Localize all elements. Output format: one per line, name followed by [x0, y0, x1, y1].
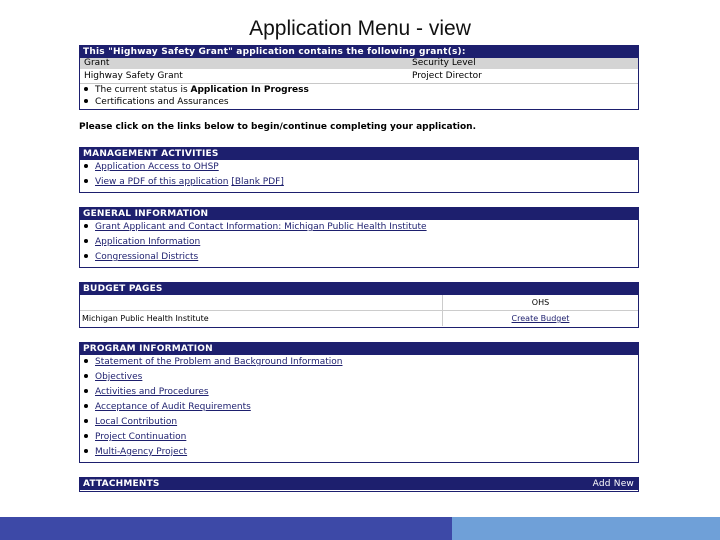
security-level-column-header: Security Level — [412, 58, 476, 68]
project-continuation-link[interactable]: Project Continuation — [95, 432, 187, 442]
budget-table-header-row — [80, 295, 638, 311]
grant-applicant-link[interactable]: Grant Applicant and Contact Information: Michigan Public Health Institute — [95, 222, 427, 232]
attachments-header — [80, 478, 638, 490]
bullet-icon — [84, 404, 88, 408]
list-item — [80, 400, 638, 415]
budget-pages-panel — [79, 282, 639, 328]
status-line — [80, 84, 638, 96]
audit-requirements-link[interactable]: Acceptance of Audit Requirements — [95, 402, 251, 412]
bullet-icon — [84, 374, 88, 378]
objectives-link[interactable]: Objectives — [95, 372, 143, 382]
bullet-icon — [84, 419, 88, 423]
footer-bar — [0, 517, 720, 540]
footer-bar-dark-segment — [0, 517, 452, 540]
bullet-icon — [84, 179, 88, 183]
list-item — [80, 220, 638, 235]
program-information-panel — [79, 342, 639, 463]
attachments-panel — [79, 477, 639, 492]
bullet-icon — [84, 449, 88, 453]
list-item — [80, 415, 638, 430]
create-budget-link[interactable]: Create Budget — [511, 314, 570, 323]
activities-procedures-link[interactable]: Activities and Procedures — [95, 387, 209, 397]
budget-pages-header: BUDGET PAGES — [80, 283, 638, 295]
certifications-link[interactable]: Certifications and Assurances — [95, 97, 229, 107]
footer-bar-light-segment — [452, 517, 720, 540]
add-new-attachment-link[interactable]: Add New — [592, 479, 634, 489]
certifications-line — [80, 96, 638, 109]
multi-agency-project-link[interactable]: Multi-Agency Project — [95, 447, 188, 457]
bullet-icon — [84, 87, 88, 91]
budget-column-header: OHS — [531, 298, 550, 307]
program-information-header: PROGRAM INFORMATION — [80, 343, 638, 355]
instructions-text: Please click on the links below to begin/continue completing your application. — [79, 122, 477, 132]
grant-summary-header: This "Highway Safety Grant" application contains the following grant(s): — [80, 46, 638, 58]
list-item — [80, 355, 638, 370]
bullet-icon — [84, 254, 88, 258]
bullet-icon — [84, 434, 88, 438]
bullet-icon — [84, 389, 88, 393]
list-item — [80, 250, 638, 265]
grant-name: Highway Safety Grant — [84, 71, 183, 81]
bullet-icon — [84, 359, 88, 363]
grant-column-header: Grant — [84, 58, 110, 68]
list-item — [80, 445, 638, 460]
slide-title: Application Menu - view — [249, 17, 471, 40]
list-item — [80, 235, 638, 250]
management-activities-header: MANAGEMENT ACTIVITIES — [80, 148, 638, 160]
application-information-link[interactable]: Application Information — [95, 237, 201, 247]
general-information-header: GENERAL INFORMATION — [80, 208, 638, 220]
list-item — [80, 160, 638, 175]
bullet-icon — [84, 239, 88, 243]
bullet-icon — [84, 164, 88, 168]
local-contribution-link[interactable]: Local Contribution — [95, 417, 178, 427]
list-item — [80, 175, 638, 190]
grant-table-header-row — [80, 58, 638, 69]
bullet-icon — [84, 224, 88, 228]
grant-summary-panel — [79, 45, 639, 110]
application-access-link[interactable]: Application Access to OHSP — [95, 162, 219, 172]
list-item — [80, 385, 638, 400]
blank-pdf-link[interactable]: [Blank PDF] — [231, 177, 284, 187]
budget-table-row — [80, 311, 638, 326]
list-item — [80, 370, 638, 385]
attachments-title: ATTACHMENTS — [83, 479, 160, 489]
general-information-panel — [79, 207, 639, 268]
view-pdf-link[interactable]: View a PDF of this application — [95, 177, 229, 187]
budget-organization: Michigan Public Health Institute — [80, 311, 443, 326]
management-activities-panel — [79, 147, 639, 193]
grant-table-row — [80, 69, 638, 84]
status-value: Application In Progress — [190, 85, 309, 95]
security-level-value: Project Director — [412, 71, 482, 81]
bullet-icon — [84, 99, 88, 103]
status-prefix: The current status is — [95, 85, 191, 95]
list-item — [80, 430, 638, 445]
congressional-districts-link[interactable]: Congressional Districts — [95, 252, 199, 262]
statement-of-problem-link[interactable]: Statement of the Problem and Background Information — [95, 357, 343, 367]
